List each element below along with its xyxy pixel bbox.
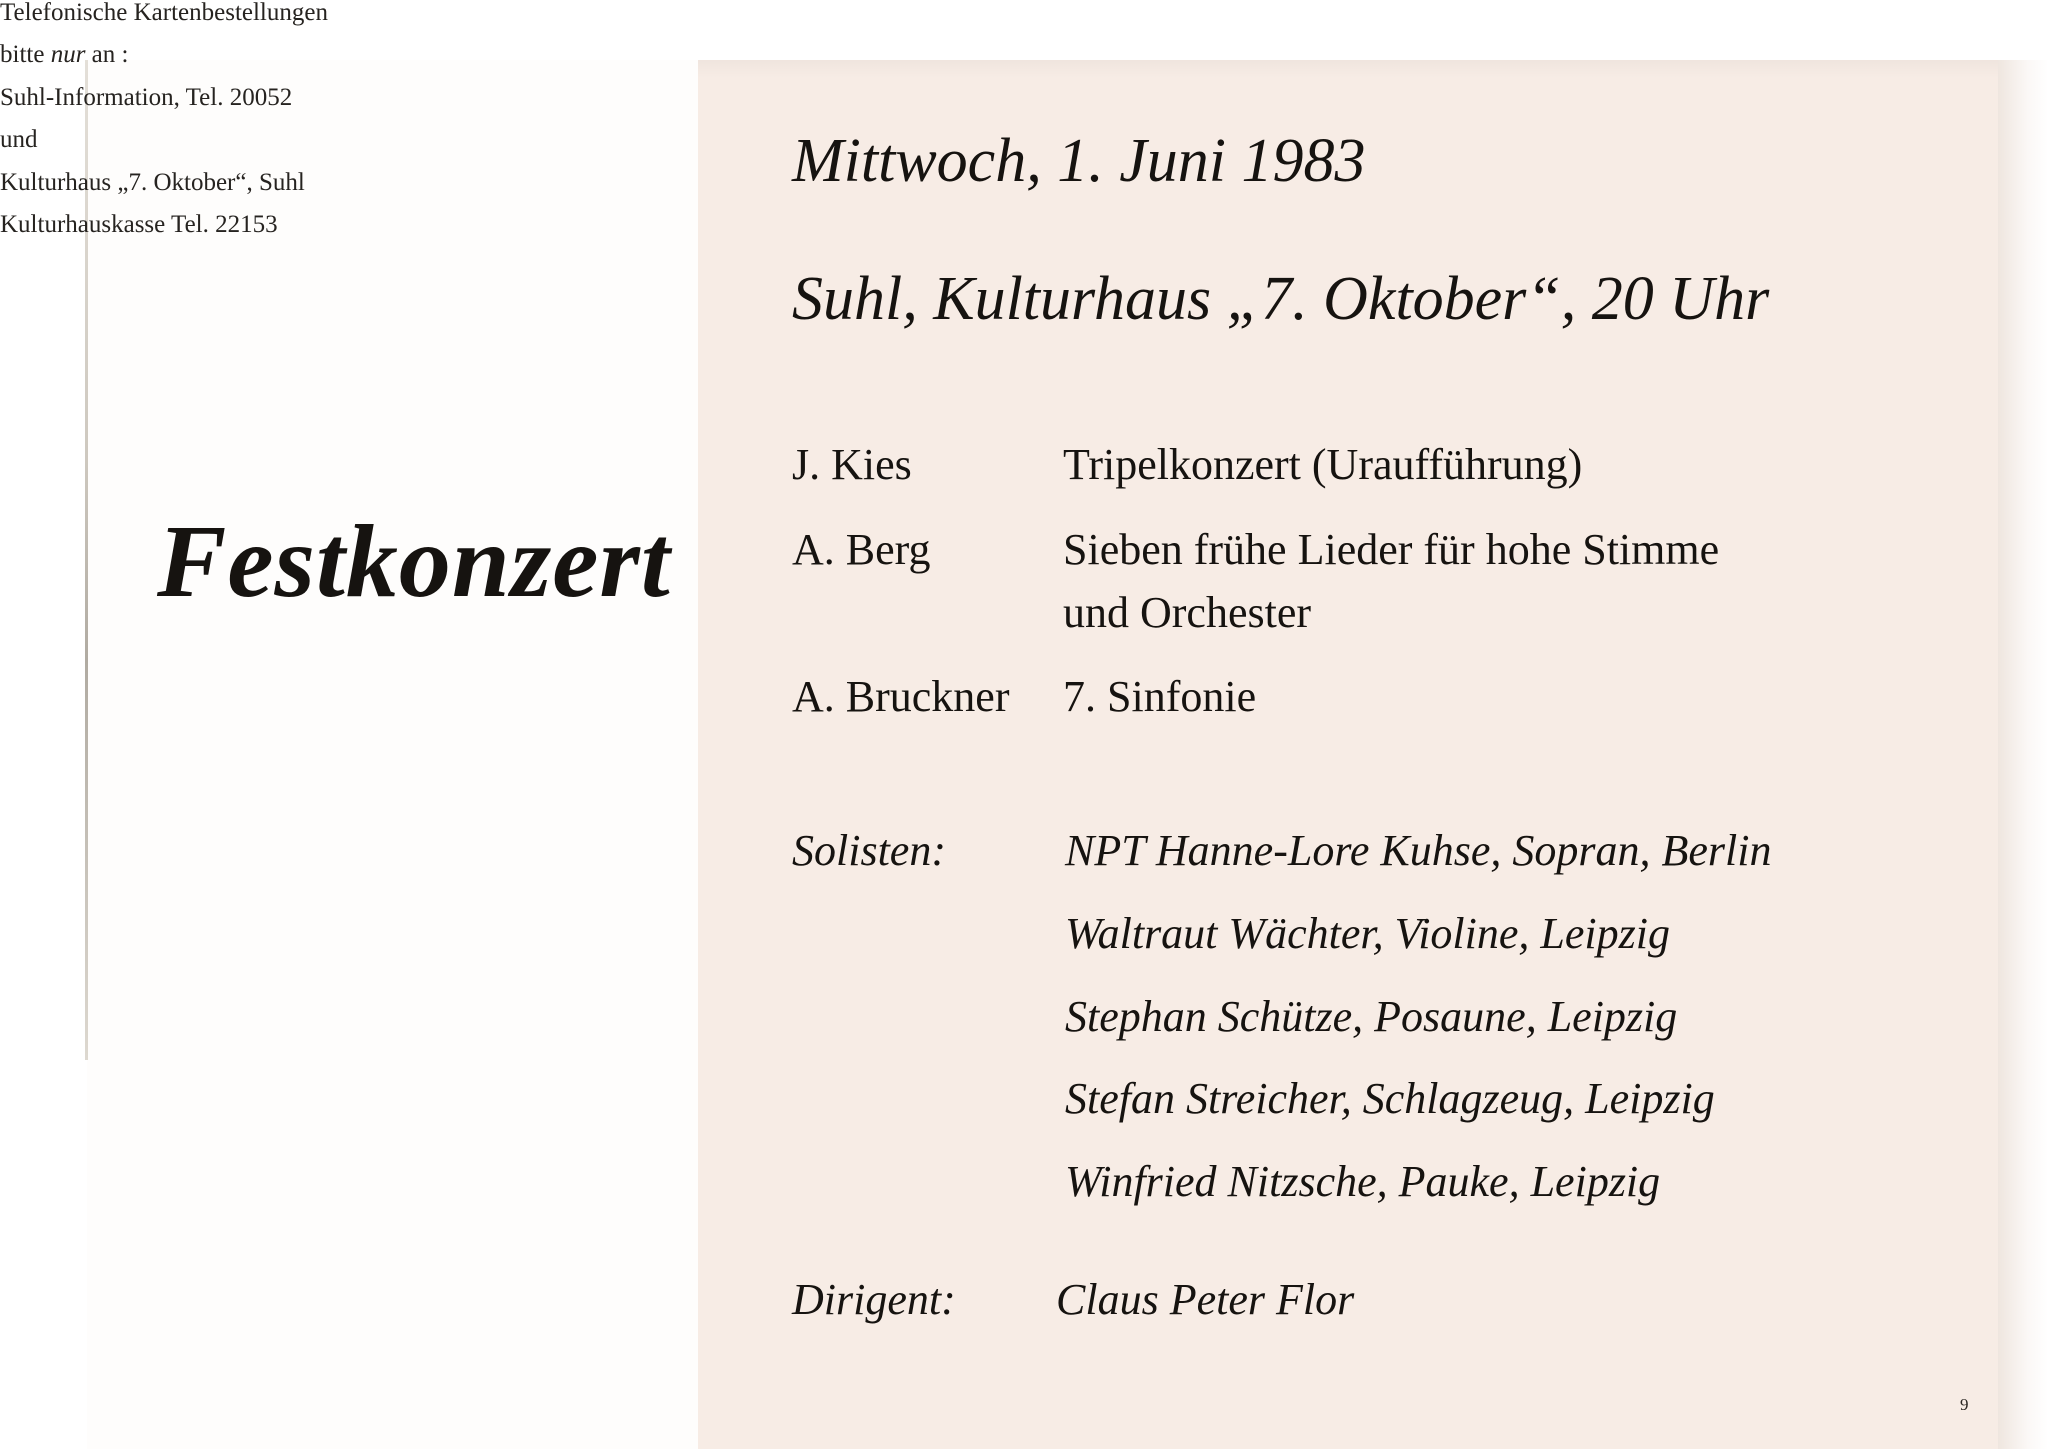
soloist: Winfried Nitzsche, Pauke, Leipzig (1065, 1157, 1661, 1206)
program-composer: A. Berg (792, 525, 931, 574)
program-composer: A. Bruckner (792, 672, 1010, 721)
soloists-label: Solisten: (792, 826, 946, 875)
booking-text: bitte (0, 41, 45, 68)
concert-date: Mittwoch, 1. Juni 1983 (792, 127, 1366, 195)
soloist: NPT Hanne-Lore Kuhse, Sopran, Berlin (1065, 826, 1772, 875)
booking-line: Kulturhaus „7. Oktober“, Suhl (0, 169, 305, 196)
program-work: und Orchester (1063, 588, 1312, 637)
soloist: Waltraut Wächter, Violine, Leipzig (1065, 909, 1670, 958)
soloist: Stefan Streicher, Schlagzeug, Leipzig (1065, 1074, 1715, 1123)
booking-text: an : (91, 41, 129, 68)
booking-line: und (0, 126, 38, 153)
conductor-name: Claus Peter Flor (1056, 1275, 1355, 1324)
program-work: 7. Sinfonie (1063, 672, 1257, 721)
binding-edge (85, 60, 88, 1060)
soloist: Stephan Schütze, Posaune, Leipzig (1065, 992, 1678, 1041)
conductor-label: Dirigent: (792, 1275, 956, 1324)
booking-line: Suhl-Information, Tel. 20052 (0, 84, 293, 111)
page-shadow (698, 60, 1998, 78)
left-page (87, 60, 698, 1449)
booking-line (0, 42, 128, 67)
booking-line: Kulturhauskasse Tel. 22153 (0, 211, 278, 238)
booking-line: Telefonische Kartenbestellungen (0, 0, 328, 26)
booking-emphasis: nur (50, 41, 86, 68)
concert-venue: Suhl, Kulturhaus „7. Oktober“, 20 Uhr (792, 265, 1770, 333)
page-title: Festkonzert (157, 504, 671, 619)
program-work: Tripelkonzert (Uraufführung) (1063, 440, 1583, 489)
program-composer: J. Kies (792, 440, 912, 489)
page-number: 9 (1960, 1395, 1969, 1414)
page-edge (1998, 60, 2048, 1449)
program-work: Sieben frühe Lieder für hohe Stimme (1063, 525, 1720, 574)
